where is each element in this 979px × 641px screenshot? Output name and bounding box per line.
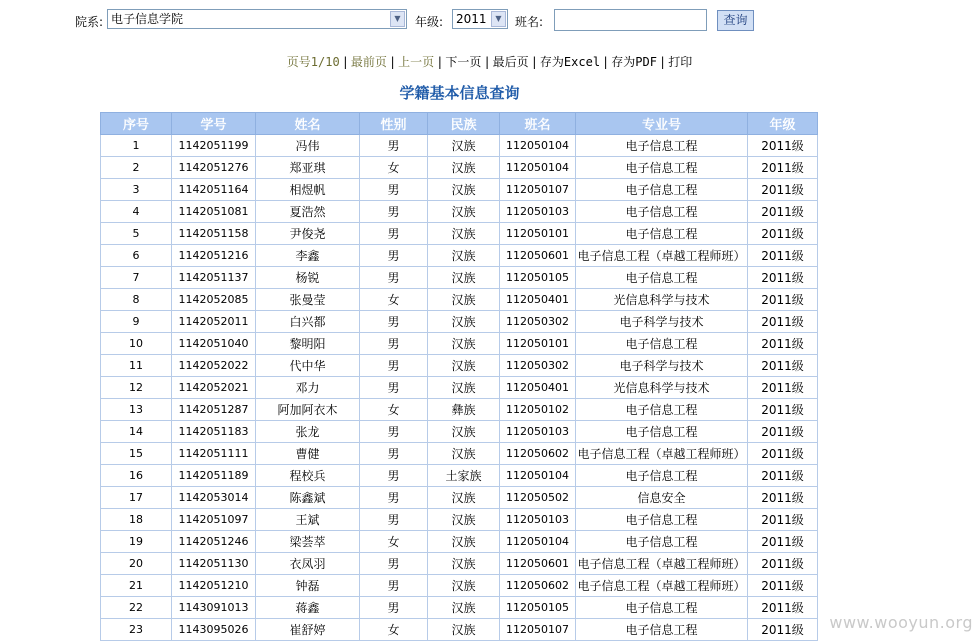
table-cell: 2011级	[748, 553, 818, 575]
table-cell: 112050302	[500, 355, 576, 377]
table-cell: 李鑫	[256, 245, 360, 267]
table-cell: 汉族	[428, 377, 500, 399]
table-cell: 信息安全	[576, 487, 748, 509]
table-cell: 汉族	[428, 245, 500, 267]
table-cell: 18	[101, 509, 172, 531]
table-cell: 15	[101, 443, 172, 465]
table-cell: 2011级	[748, 355, 818, 377]
table-cell: 汉族	[428, 355, 500, 377]
table-row	[101, 311, 818, 333]
table-row	[101, 135, 818, 157]
table-cell: 1142051189	[172, 465, 256, 487]
table-cell: 112050302	[500, 311, 576, 333]
table-cell: 光信息科学与技术	[576, 289, 748, 311]
table-cell: 2011级	[748, 421, 818, 443]
table-cell: 1142052021	[172, 377, 256, 399]
table-cell: 张龙	[256, 421, 360, 443]
table-cell: 郑亚琪	[256, 157, 360, 179]
table-row	[101, 355, 818, 377]
table-cell: 汉族	[428, 575, 500, 597]
prev-page-link[interactable]: 上一页	[398, 55, 435, 69]
table-cell: 4	[101, 201, 172, 223]
table-row	[101, 267, 818, 289]
table-cell: 男	[360, 267, 428, 289]
table-cell: 女	[360, 157, 428, 179]
table-cell: 112050104	[500, 135, 576, 157]
table-cell: 电子信息工程	[576, 531, 748, 553]
table-cell: 土家族	[428, 465, 500, 487]
table-cell: 钟磊	[256, 575, 360, 597]
column-header: 学号	[172, 113, 256, 135]
table-cell: 汉族	[428, 443, 500, 465]
table-cell: 汉族	[428, 135, 500, 157]
table-row	[101, 223, 818, 245]
table-cell: 电子信息工程	[576, 135, 748, 157]
table-cell: 男	[360, 553, 428, 575]
table-cell: 1142051111	[172, 443, 256, 465]
table-cell: 3	[101, 179, 172, 201]
table-cell: 2011级	[748, 487, 818, 509]
table-cell: 1142052022	[172, 355, 256, 377]
table-cell: 汉族	[428, 421, 500, 443]
table-cell: 汉族	[428, 267, 500, 289]
table-row	[101, 597, 818, 619]
table-cell: 2011级	[748, 575, 818, 597]
table-cell: 电子信息工程	[576, 267, 748, 289]
column-header: 民族	[428, 113, 500, 135]
table-row	[101, 201, 818, 223]
table-cell: 2011级	[748, 597, 818, 619]
table-cell: 汉族	[428, 311, 500, 333]
table-cell: 崔舒婷	[256, 619, 360, 641]
column-header: 序号	[101, 113, 172, 135]
table-cell: 112050103	[500, 421, 576, 443]
table-cell: 蒋鑫	[256, 597, 360, 619]
table-cell: 夏浩然	[256, 201, 360, 223]
table-cell: 男	[360, 421, 428, 443]
watermark: www.wooyun.org	[829, 613, 973, 632]
column-header: 专业号	[576, 113, 748, 135]
table-cell: 20	[101, 553, 172, 575]
table-cell: 男	[360, 487, 428, 509]
page-info: 页号1/10	[286, 55, 340, 69]
table-cell: 尹俊尧	[256, 223, 360, 245]
table-row	[101, 465, 818, 487]
table-cell: 5	[101, 223, 172, 245]
table-cell: 1142051164	[172, 179, 256, 201]
table-cell: 2011级	[748, 619, 818, 641]
table-cell: 汉族	[428, 289, 500, 311]
table-cell: 电子信息工程	[576, 421, 748, 443]
table-cell: 男	[360, 245, 428, 267]
table-cell: 12	[101, 377, 172, 399]
print-link[interactable]: 打印	[668, 55, 693, 69]
table-cell: 1142051040	[172, 333, 256, 355]
table-cell: 梁荟萃	[256, 531, 360, 553]
query-button[interactable]: 查询	[717, 10, 754, 31]
table-cell: 曹健	[256, 443, 360, 465]
table-cell: 2011级	[748, 245, 818, 267]
table-row	[101, 245, 818, 267]
table-cell: 112050502	[500, 487, 576, 509]
table-header-row	[101, 113, 818, 135]
table-cell: 汉族	[428, 619, 500, 641]
grade-select-value: 2011	[456, 12, 487, 26]
table-cell: 1143091013	[172, 597, 256, 619]
table-cell: 电子信息工程	[576, 465, 748, 487]
table-cell: 男	[360, 311, 428, 333]
table-cell: 2011级	[748, 443, 818, 465]
table-cell: 汉族	[428, 553, 500, 575]
table-cell: 112050401	[500, 377, 576, 399]
table-cell: 2011级	[748, 377, 818, 399]
table-cell: 陈鑫斌	[256, 487, 360, 509]
table-cell: 9	[101, 311, 172, 333]
table-cell: 女	[360, 289, 428, 311]
table-row	[101, 157, 818, 179]
table-cell: 代中华	[256, 355, 360, 377]
table-cell: 10	[101, 333, 172, 355]
table-cell: 1142052011	[172, 311, 256, 333]
table-row	[101, 619, 818, 641]
dept-select[interactable]	[107, 9, 407, 29]
dept-label: 院系:	[75, 15, 104, 29]
table-cell: 电子信息工程（卓越工程师班）	[576, 575, 748, 597]
table-cell: 女	[360, 531, 428, 553]
table-cell: 19	[101, 531, 172, 553]
table-cell: 1142051287	[172, 399, 256, 421]
table-cell: 23	[101, 619, 172, 641]
table-cell: 汉族	[428, 179, 500, 201]
table-cell: 衣凤羽	[256, 553, 360, 575]
table-cell: 6	[101, 245, 172, 267]
table-cell: 2011级	[748, 465, 818, 487]
table-cell: 电子信息工程	[576, 333, 748, 355]
column-header: 年级	[748, 113, 818, 135]
table-cell: 汉族	[428, 333, 500, 355]
table-cell: 1142052085	[172, 289, 256, 311]
table-cell: 汉族	[428, 157, 500, 179]
last-page-link[interactable]: 最后页	[492, 55, 529, 69]
table-cell: 汉族	[428, 509, 500, 531]
table-cell: 电子信息工程	[576, 597, 748, 619]
table-cell: 2011级	[748, 201, 818, 223]
table-cell: 电子信息工程	[576, 619, 748, 641]
student-table	[100, 112, 818, 641]
table-row	[101, 333, 818, 355]
table-cell: 男	[360, 597, 428, 619]
table-row	[101, 553, 818, 575]
table-cell: 女	[360, 399, 428, 421]
table-row	[101, 289, 818, 311]
table-cell: 112050107	[500, 179, 576, 201]
table-row	[101, 531, 818, 553]
table-cell: 电子信息工程	[576, 157, 748, 179]
table-cell: 冯伟	[256, 135, 360, 157]
chevron-down-icon[interactable]: ▼	[491, 11, 506, 27]
table-cell: 112050101	[500, 333, 576, 355]
table-cell: 112050601	[500, 245, 576, 267]
table-cell: 男	[360, 333, 428, 355]
table-cell: 男	[360, 355, 428, 377]
table-row	[101, 509, 818, 531]
table-cell: 112050105	[500, 267, 576, 289]
table-cell: 电子信息工程	[576, 179, 748, 201]
first-page-link[interactable]: 最前页	[350, 55, 387, 69]
grade-select[interactable]	[452, 9, 508, 29]
table-cell: 杨锐	[256, 267, 360, 289]
table-cell: 电子信息工程	[576, 509, 748, 531]
table-cell: 14	[101, 421, 172, 443]
table-cell: 男	[360, 443, 428, 465]
table-cell: 8	[101, 289, 172, 311]
page-title: 学籍基本信息查询	[399, 84, 520, 102]
table-cell: 男	[360, 509, 428, 531]
table-cell: 1	[101, 135, 172, 157]
table-cell: 1142051246	[172, 531, 256, 553]
table-cell: 16	[101, 465, 172, 487]
table-row	[101, 487, 818, 509]
chevron-down-icon[interactable]: ▼	[390, 11, 405, 27]
table-cell: 光信息科学与技术	[576, 377, 748, 399]
class-input[interactable]	[554, 9, 707, 31]
table-cell: 男	[360, 135, 428, 157]
table-cell: 2011级	[748, 311, 818, 333]
table-cell: 张曼莹	[256, 289, 360, 311]
table-row	[101, 443, 818, 465]
table-cell: 112050104	[500, 465, 576, 487]
table-cell: 男	[360, 201, 428, 223]
table-cell: 电子信息工程	[576, 399, 748, 421]
table-cell: 彝族	[428, 399, 500, 421]
table-cell: 2011级	[748, 531, 818, 553]
table-cell: 1142051097	[172, 509, 256, 531]
table-cell: 112050104	[500, 531, 576, 553]
table-cell: 2011级	[748, 267, 818, 289]
table-cell: 白兴都	[256, 311, 360, 333]
table-cell: 男	[360, 179, 428, 201]
table-cell: 7	[101, 267, 172, 289]
table-cell: 112050102	[500, 399, 576, 421]
table-row	[101, 179, 818, 201]
table-row	[101, 399, 818, 421]
table-cell: 112050103	[500, 201, 576, 223]
table-cell: 2011级	[748, 179, 818, 201]
table-cell: 1142051137	[172, 267, 256, 289]
table-cell: 男	[360, 465, 428, 487]
table-cell: 1143095026	[172, 619, 256, 641]
table-cell: 112050105	[500, 597, 576, 619]
table-cell: 汉族	[428, 597, 500, 619]
next-page-link[interactable]: 下一页	[445, 55, 482, 69]
table-cell: 电子信息工程（卓越工程师班）	[576, 443, 748, 465]
table-cell: 1142053014	[172, 487, 256, 509]
filter-bar	[0, 7, 979, 33]
table-cell: 1142051276	[172, 157, 256, 179]
table-cell: 13	[101, 399, 172, 421]
table-cell: 1142051183	[172, 421, 256, 443]
column-header: 姓名	[256, 113, 360, 135]
table-row	[101, 575, 818, 597]
table-cell: 112050601	[500, 553, 576, 575]
table-cell: 邓力	[256, 377, 360, 399]
table-row	[101, 421, 818, 443]
table-row	[101, 377, 818, 399]
table-cell: 汉族	[428, 487, 500, 509]
table-cell: 2011级	[748, 509, 818, 531]
table-cell: 汉族	[428, 223, 500, 245]
table-cell: 电子信息工程	[576, 201, 748, 223]
table-cell: 汉族	[428, 201, 500, 223]
table-cell: 22	[101, 597, 172, 619]
table-cell: 1142051081	[172, 201, 256, 223]
column-header: 班名	[500, 113, 576, 135]
dept-select-value: 电子信息学院	[111, 12, 184, 26]
table-cell: 21	[101, 575, 172, 597]
table-cell: 2011级	[748, 399, 818, 421]
table-cell: 11	[101, 355, 172, 377]
table-cell: 1142051216	[172, 245, 256, 267]
export-pdf-link[interactable]: 存为PDF	[611, 55, 657, 69]
table-cell: 阿加阿衣木	[256, 399, 360, 421]
table-cell: 电子信息工程	[576, 223, 748, 245]
table-cell: 1142051199	[172, 135, 256, 157]
table-cell: 程校兵	[256, 465, 360, 487]
table-cell: 王斌	[256, 509, 360, 531]
table-cell: 112050103	[500, 509, 576, 531]
table-cell: 112050401	[500, 289, 576, 311]
table-cell: 电子科学与技术	[576, 355, 748, 377]
table-cell: 2011级	[748, 157, 818, 179]
class-label: 班名:	[515, 15, 544, 29]
table-cell: 112050101	[500, 223, 576, 245]
table-cell: 2011级	[748, 135, 818, 157]
table-cell: 1142051130	[172, 553, 256, 575]
pager: 页号1/10 | 最前页 | 上一页 | 下一页 | 最后页 | 存为Excel | 存为PDF | 打印	[286, 55, 693, 69]
table-cell: 2011级	[748, 333, 818, 355]
grade-label: 年级:	[415, 15, 444, 29]
table-cell: 电子科学与技术	[576, 311, 748, 333]
table-cell: 1142051210	[172, 575, 256, 597]
table-cell: 男	[360, 575, 428, 597]
table-cell: 2	[101, 157, 172, 179]
table-cell: 2011级	[748, 289, 818, 311]
table-cell: 汉族	[428, 531, 500, 553]
table-cell: 2011级	[748, 223, 818, 245]
table-cell: 17	[101, 487, 172, 509]
column-header: 性别	[360, 113, 428, 135]
table-cell: 相煜帆	[256, 179, 360, 201]
table-cell: 男	[360, 223, 428, 245]
table-cell: 112050107	[500, 619, 576, 641]
export-excel-link[interactable]: 存为Excel	[539, 55, 601, 69]
table-cell: 女	[360, 619, 428, 641]
table-cell: 112050104	[500, 157, 576, 179]
table-cell: 男	[360, 377, 428, 399]
table-cell: 电子信息工程（卓越工程师班）	[576, 553, 748, 575]
table-cell: 1142051158	[172, 223, 256, 245]
table-cell: 黎明阳	[256, 333, 360, 355]
table-cell: 电子信息工程（卓越工程师班）	[576, 245, 748, 267]
table-cell: 112050602	[500, 443, 576, 465]
table-cell: 112050602	[500, 575, 576, 597]
